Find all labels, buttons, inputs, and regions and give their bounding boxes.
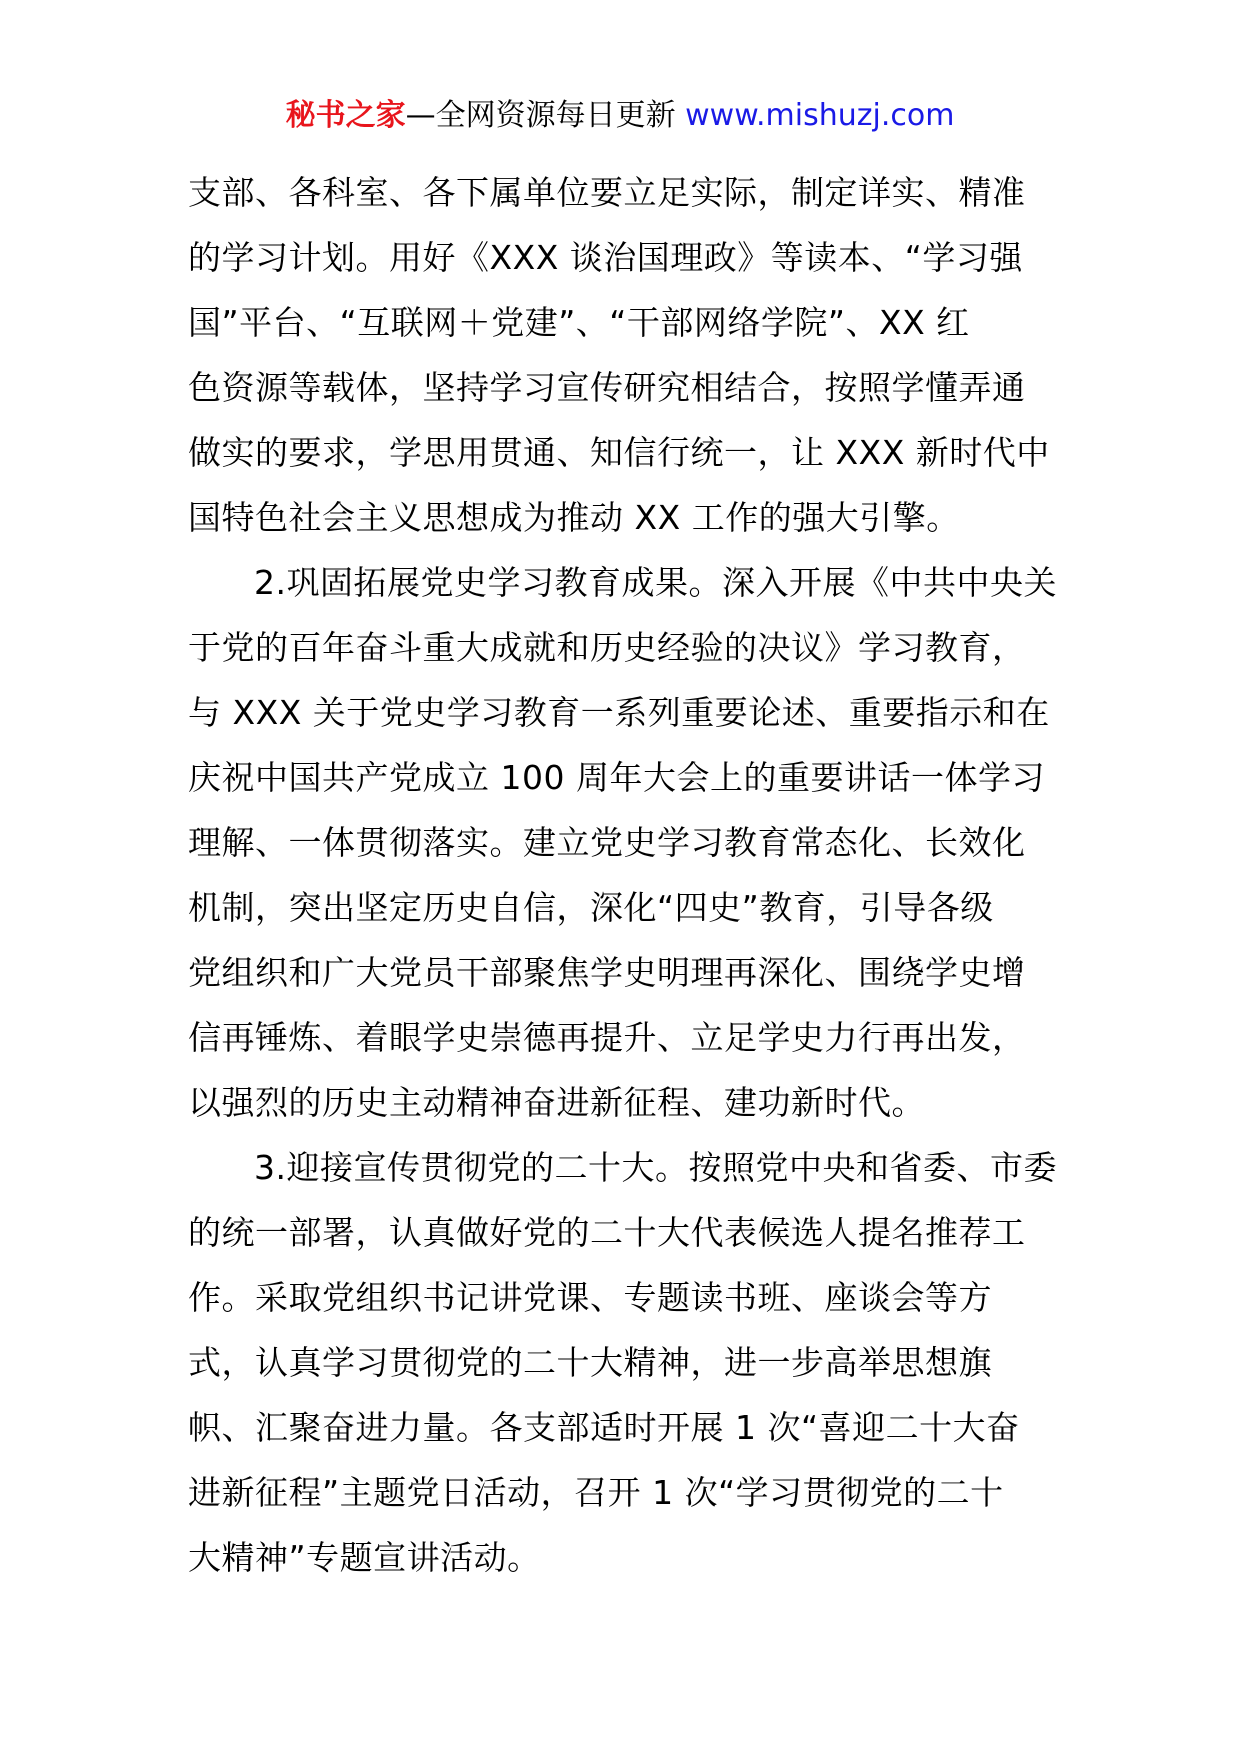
document-body (188, 160, 1068, 1590)
text-line: 做实的要求，学思用贯通、知信行统一，让 XXX 新时代中 (188, 433, 1050, 472)
text-line: 作。采取党组织书记讲党课、专题读书班、座谈会等方 (188, 1278, 992, 1317)
text-line: 庆祝中国共产党成立 100 周年大会上的重要讲话一体学习 (188, 758, 1045, 797)
header-slogan: —全网资源每日更新 (405, 98, 676, 133)
paragraph-3-first-line: 3.迎接宣传贯彻党的二十大。按照党中央和省委、市委 (254, 1148, 1057, 1187)
header-site-link[interactable]: www.mishuzj.com (685, 98, 955, 133)
text-line: 大精神”专题宣讲活动。 (188, 1538, 541, 1577)
text-line: 进新征程”主题党日活动，召开 1 次“学习贯彻党的二十 (188, 1473, 1004, 1512)
text-line: 帜、汇聚奋进力量。各支部适时开展 1 次“喜迎二十大奋 (188, 1408, 1020, 1447)
text-line: 色资源等载体，坚持学习宣传研究相结合，按照学懂弄通 (188, 368, 1026, 407)
text-line: 以强烈的历史主动精神奋进新征程、建功新时代。 (188, 1083, 925, 1122)
text-line: 机制，突出坚定历史自信，深化“四史”教育，引导各级 (188, 888, 994, 927)
text-line: 理解、一体贯彻落实。建立党史学习教育常态化、长效化 (188, 823, 1026, 862)
text-line: 国特色社会主义思想成为推动 XX 工作的强大引擎。 (188, 498, 960, 537)
page-header (0, 96, 1240, 136)
text-line: 的统一部署，认真做好党的二十大代表候选人提名推荐工 (188, 1213, 1026, 1252)
text-line: 国”平台、“互联网＋党建”、“干部网络学院”、XX 红 (188, 303, 970, 342)
text-line: 党组织和广大党员干部聚焦学史明理再深化、围绕学史增 (188, 953, 1026, 992)
text-line: 于党的百年奋斗重大成就和历史经验的决议》学习教育， (188, 628, 1026, 667)
text-line: 的学习计划。用好《XXX 谈治国理政》等读本、“学习强 (188, 238, 1023, 277)
paragraph-2-first-line: 2.巩固拓展党史学习教育成果。深入开展《中共中央关 (254, 563, 1057, 602)
text-line: 与 XXX 关于党史学习教育一系列重要论述、重要指示和在 (188, 693, 1050, 732)
text-line: 式，认真学习贯彻党的二十大精神，进一步高举思想旗 (188, 1343, 992, 1382)
text-line: 信再锤炼、着眼学史崇德再提升、立足学史力行再出发， (188, 1018, 1026, 1057)
header-brand: 秘书之家 (285, 98, 406, 133)
text-line: 支部、各科室、各下属单位要立足实际，制定详实、精准 (188, 173, 1026, 212)
